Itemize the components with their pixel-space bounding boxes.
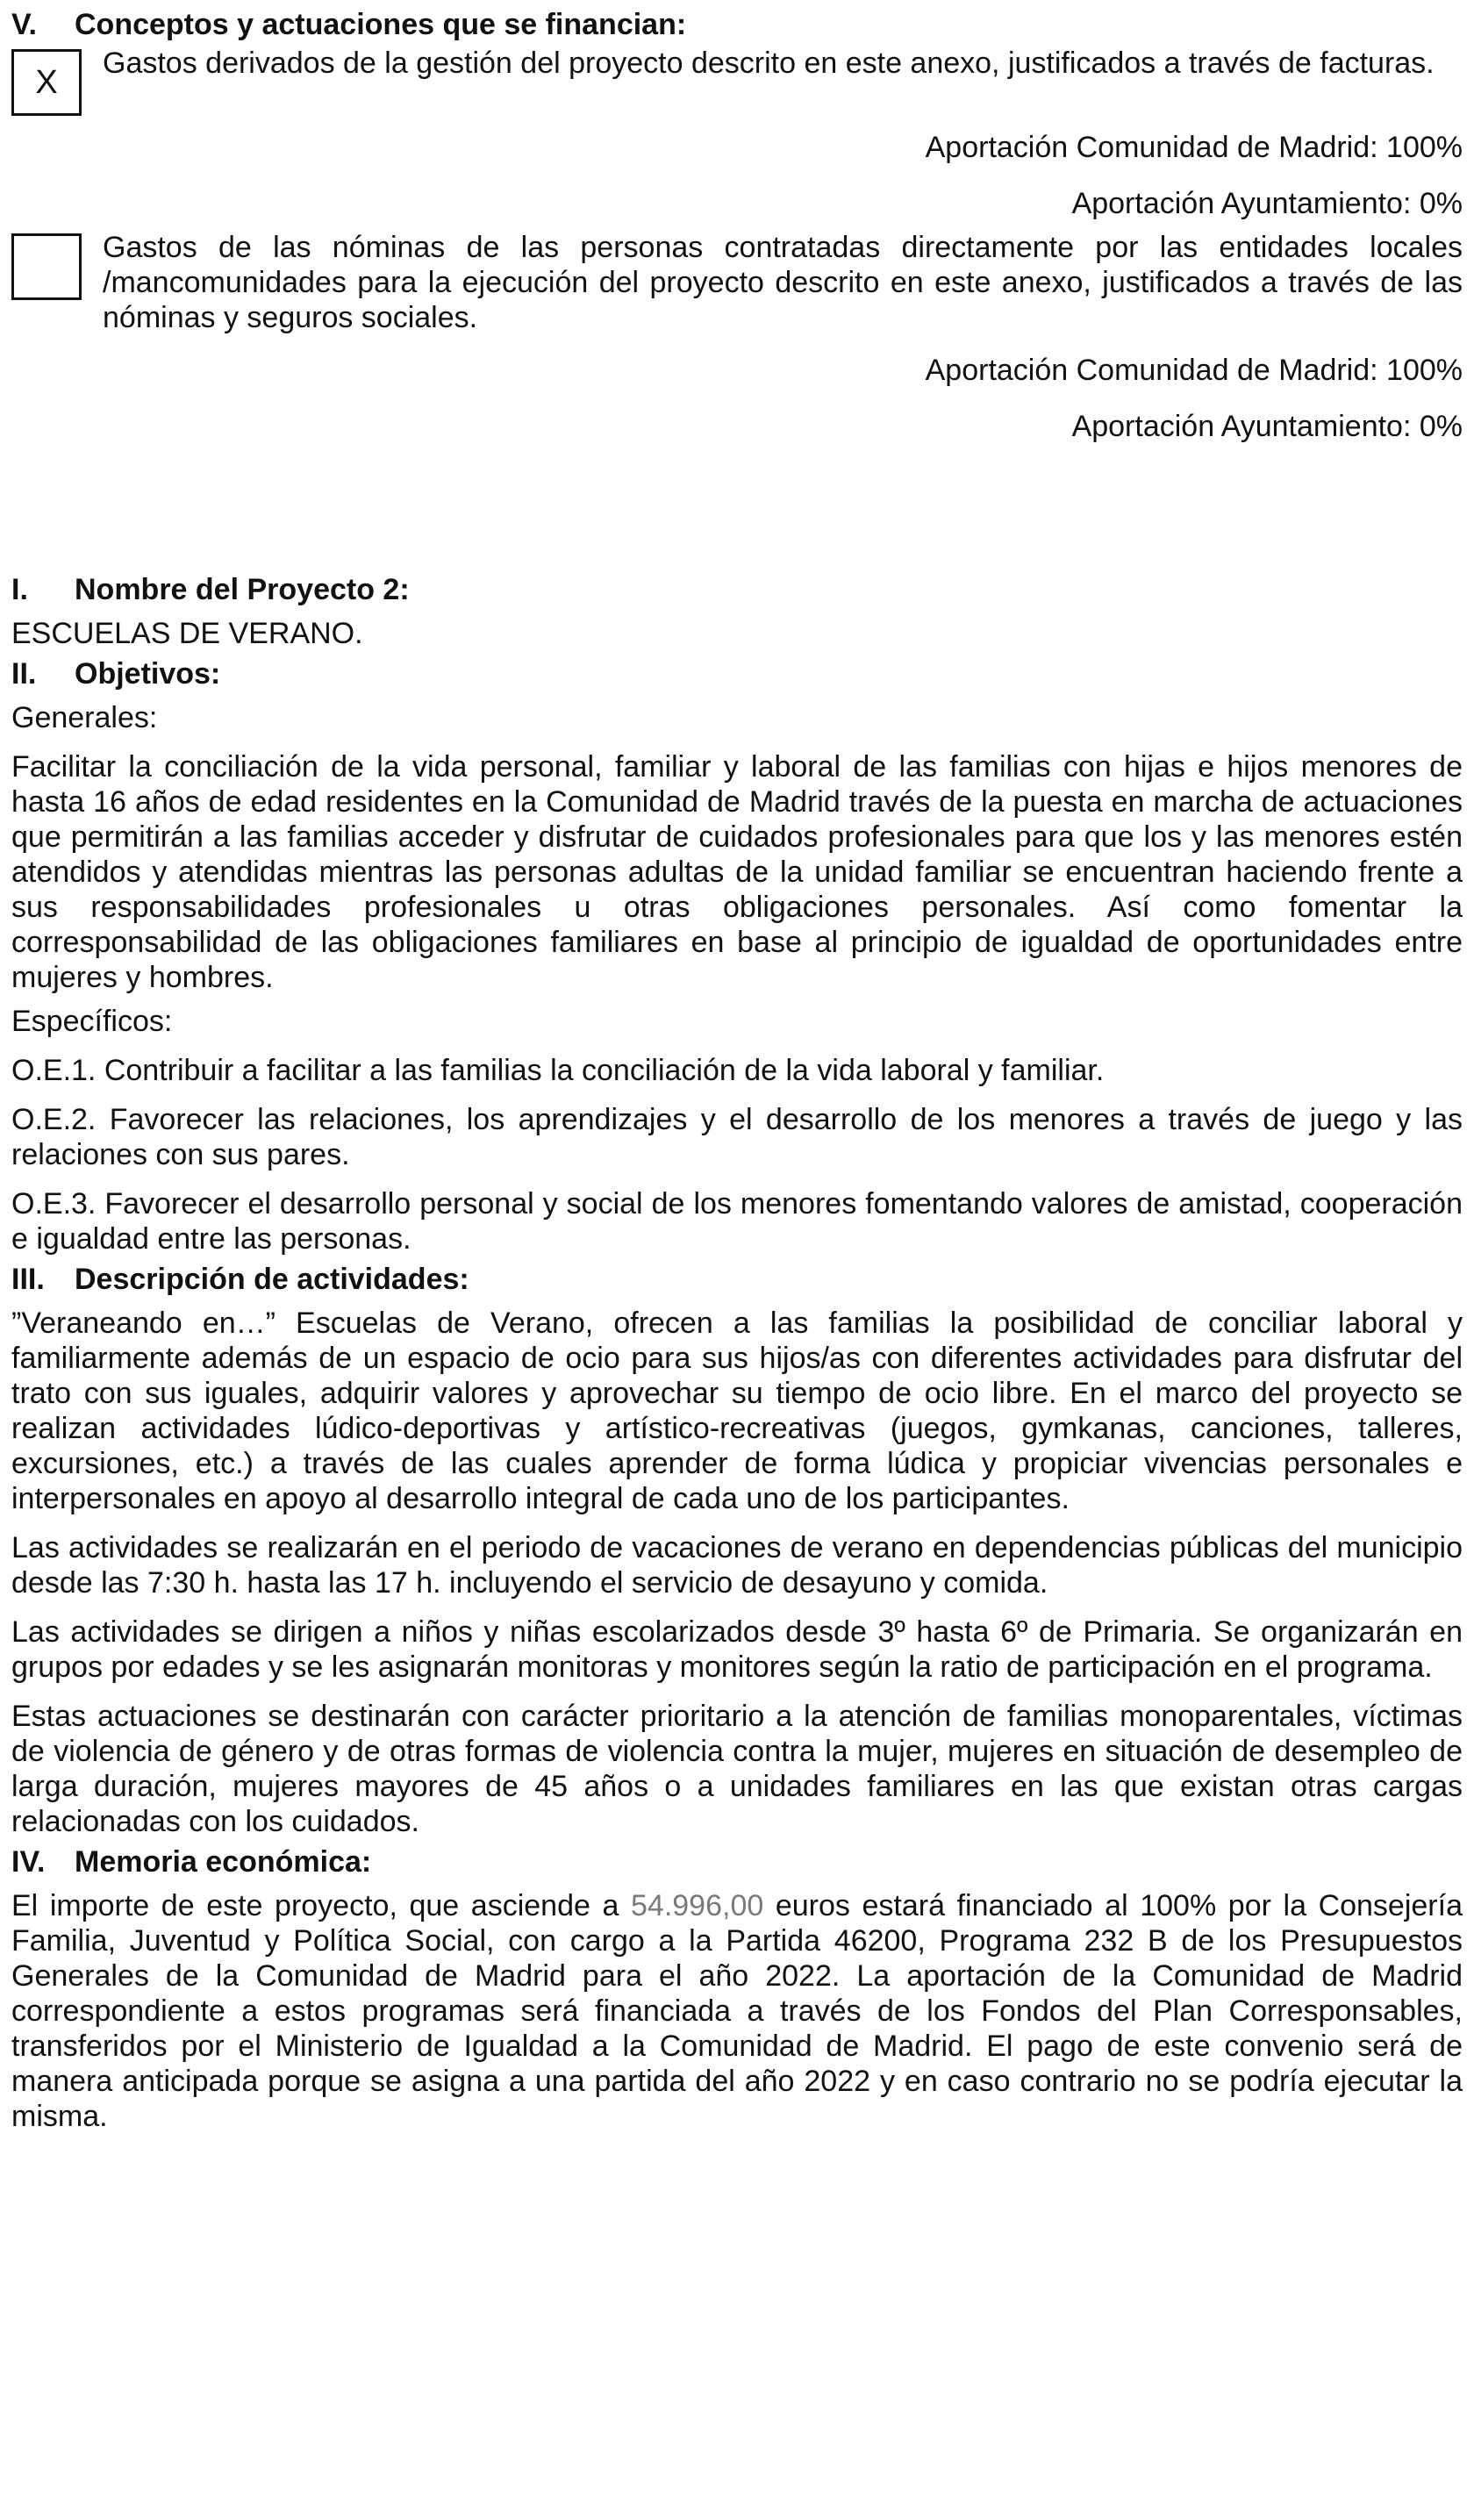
section-v-heading	[11, 7, 1463, 42]
general-text: Facilitar la conciliación de la vida personal, familiar y laboral de las familias con hijas e hijos menores de hasta 16 años de edad residentes en la Comunidad de Madrid través de la puesta en marcha de actuaciones que permitirán a las familias acceder y disfrutar de cuidados profesionales para que los y las menores estén atendidos y atendidas mientras las personas adultas de la unidad familiar se encuentran haciendo frente a sus responsabilidades profesionales u otras obligaciones personales. Así como fomentar la corresponsabilidad de las obligaciones familiares en base al principio de igualdad de oportunidades entre mujeres y hombres.	[11, 750, 1463, 994]
section-ii-heading	[11, 656, 1463, 691]
specific-item-2: O.E.2. Favorecer las relaciones, los aprendizajes y el desarrollo de los menores a través de juego y las relaciones con sus pares.	[11, 1103, 1463, 1171]
option-2-contribution-ay: Aportación Ayuntamiento: 0%	[1071, 410, 1463, 443]
option-2-text: Gastos de las nóminas de las personas contratadas directamente por las entidades locales /mancomunidades para la ejecución del proyecto descrito en este anexo, justificados a través de las nóminas y seguros sociales.	[103, 231, 1463, 334]
section-i-title: Nombre del Proyecto 2:	[75, 573, 410, 606]
section-iv-heading	[11, 1844, 1463, 1879]
document-page	[11, 0, 1463, 2134]
section-i-heading	[11, 572, 1463, 607]
economic-memo-text-after: euros estará financiado al 100% por la Consejería Familia, Juventud y Política Social, con cargo a la Partida 46200, Programa 232 B de los Presupuestos Generales de la Comunidad de Madrid para el año 2022. La aportación de la Comunidad de Madrid correspondiente a estos programas será financiada a través de los Fondos del Plan Corresponsables, transferidos por el Ministerio de Igualdad a la Comunidad de Madrid. El pago de este convenio será de manera anticipada porque se asigna a una partida del año 2022 y en caso contrario no se podría ejecutar la misma.	[11, 1889, 1463, 2133]
option-2-row	[11, 230, 1463, 335]
section-iii-number: III.	[11, 1263, 45, 1296]
project-name: ESCUELAS DE VERANO.	[11, 617, 363, 650]
economic-memo-text-before: El importe de este proyecto, que asciende a	[11, 1889, 631, 1922]
option-1-text: Gastos derivados de la gestión del proyecto descrito en este anexo, justificados a través de facturas.	[103, 47, 1435, 80]
option-1-contribution-ay: Aportación Ayuntamiento: 0%	[1071, 187, 1463, 220]
section-iii-title: Descripción de actividades:	[75, 1263, 469, 1296]
section-iv-title: Memoria económica:	[75, 1845, 372, 1879]
specific-item-1: O.E.1. Contribuir a facilitar a las familias la conciliación de la vida laboral y familiar.	[11, 1054, 1105, 1087]
activities-paragraph-2: Las actividades se realizarán en el periodo de vacaciones de verano en dependencias públicas del municipio desde las 7:30 h. hasta las 17 h. incluyendo el servicio de desayuno y comida.	[11, 1531, 1463, 1600]
section-i-number: I.	[11, 573, 28, 606]
activities-paragraph-3: Las actividades se dirigen a niños y niñas escolarizados desde 3º hasta 6º de Primaria. Se organizarán en grupos por edades y se les asignarán monitoras y monitores según la ratio de participación en el programa.	[11, 1615, 1463, 1684]
option-1-contribution-cm: Aportación Comunidad de Madrid: 100%	[925, 131, 1463, 164]
option-2-contribution-cm: Aportación Comunidad de Madrid: 100%	[925, 354, 1463, 387]
section-ii-number: II.	[11, 657, 37, 691]
general-label: Generales:	[11, 701, 158, 734]
option-2-checkbox[interactable]	[11, 233, 82, 300]
option-1-checkbox[interactable]: X	[11, 49, 82, 116]
project-amount: 54.996,00	[631, 1889, 764, 1922]
section-v-number: V.	[11, 8, 38, 41]
specific-label: Específicos:	[11, 1005, 173, 1038]
activities-paragraph-4: Estas actuaciones se destinarán con carácter prioritario a la atención de familias monoparentales, víctimas de violencia de género y de otras formas de violencia contra la mujer, mujeres en situación de desempleo de larga duración, mujeres mayores de 45 años o a unidades familiares en las que existan otras cargas relacionadas con los cuidados.	[11, 1700, 1463, 1838]
section-iii-heading	[11, 1262, 1463, 1297]
section-iv-number: IV.	[11, 1845, 46, 1879]
activities-paragraph-1: ”Veraneando en…” Escuelas de Verano, ofrecen a las familias la posibilidad de conciliar laboral y familiarmente además de un espacio de ocio para sus hijos/as con diferentes actividades para disfrutar del trato con sus iguales, adquirir valores y aprovechar su tiempo de ocio libre. En el marco del proyecto se realizan actividades lúdico-deportivas y artístico-recreativas (juegos, gymkanas, canciones, talleres, excursiones, etc.) a través de las cuales aprender de forma lúdica y propiciar vivencias personales e interpersonales en apoyo al desarrollo integral de cada uno de los participantes.	[11, 1307, 1463, 1515]
economic-memo	[11, 1888, 1463, 2134]
section-ii-title: Objetivos:	[75, 657, 221, 691]
specific-item-3: O.E.3. Favorecer el desarrollo personal y social de los menores fomentando valores de amistad, cooperación e igualdad entre las personas.	[11, 1187, 1463, 1256]
section-v-title: Conceptos y actuaciones que se financian:	[75, 8, 687, 41]
option-1-row	[11, 46, 1463, 116]
